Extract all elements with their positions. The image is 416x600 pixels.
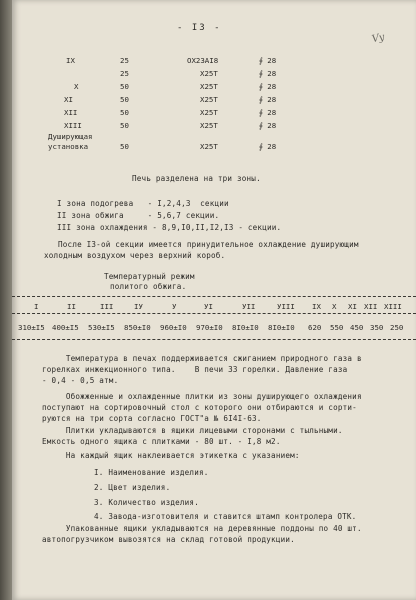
row-label-line1: Душирующая [48,132,93,141]
paragraph-line: руются на три сорта согласно ГОСТ"а № 6I4I-63. [42,414,262,423]
row-steel: X25T [200,108,218,117]
section-temp: 550 [330,323,344,332]
row-steel: X25T [200,95,218,104]
section-temp: 450 [350,323,364,332]
row-size: ∮ 28 [259,56,277,65]
section-temp: 8I0±I0 [232,323,259,332]
label-item: I. Наименование изделия. [94,468,209,477]
cooling-note-line: После I3-ой секции имеется принудительное охлаждение душирующим [58,240,359,249]
binding-edge [0,0,12,600]
section-header: XI [348,302,357,311]
label-item: 3. Количество изделия. [94,498,199,507]
temp-regime-title: политого обжига. [110,282,187,291]
section-temp: 530±I5 [88,323,115,332]
row-label: XI [64,95,73,104]
section-temp: 960±I0 [160,323,187,332]
row-num: 50 [120,142,129,151]
paragraph-line: Обожженные и охлажденные плитки из зоны душирующего охлаждения [42,392,362,401]
row-num: 50 [120,95,129,104]
section-temp: 620 [308,323,322,332]
section-header: I [34,302,39,311]
section-header: IX [312,302,321,311]
paragraph-line: горелках инжекционного типа. В печи 33 горелки. Давление газа [42,365,348,374]
section-temp: 8I0±I0 [268,323,295,332]
row-steel: OX23AI8 [187,56,219,65]
document-page [12,0,416,600]
row-steel: X25T [200,69,218,78]
zone-line: II зона обжига - 5,6,7 секции. [57,211,220,220]
paragraph-line: Емкость одного ящика с плитками - 80 шт. - I,8 м2. [42,437,281,446]
section-header: У [172,302,177,311]
row-size: ∮ 28 [259,142,277,151]
section-temp: 970±I0 [196,323,223,332]
row-num: 25 [120,56,129,65]
row-size: ∮ 28 [259,95,277,104]
row-num: 25 [120,69,129,78]
section-header: УI [204,302,213,311]
row-num: 50 [120,108,129,117]
temp-regime-title: Температурный режим [104,272,195,281]
row-steel: X25T [200,121,218,130]
section-temp: 400±I5 [52,323,79,332]
row-steel: X25T [200,82,218,91]
zones-heading: Печь разделена на три зоны. [132,174,261,183]
row-label: X [74,82,79,91]
label-item: 2. Цвет изделия. [94,483,171,492]
label-item: 4. Завода-изготовителя и ставится штамп контролера ОТК. [94,512,357,521]
row-label: XII [64,108,78,117]
section-header: III [100,302,114,311]
page-number: - I3 - [177,23,222,33]
section-temp: 350 [370,323,384,332]
row-num: 50 [120,82,129,91]
row-label-line2: установка [48,142,89,151]
paragraph-line: Упакованные ящики укладываются на деревянные поддоны по 40 шт. [42,524,362,533]
row-label: IX [66,56,75,65]
paragraph-line: На каждый ящик наклеивается этикетка с указанием: [42,451,300,460]
section-temp: 310±I5 [18,323,45,332]
paragraph-line: Плитки укладываются в ящики лицевыми сторонами с тыльными. [42,426,343,435]
row-size: ∮ 28 [259,121,277,130]
section-temp: 850±I0 [124,323,151,332]
section-header: XII [364,302,378,311]
table-divider [12,296,416,297]
section-header: X [332,302,337,311]
table-divider [12,313,416,314]
section-header: IУ [134,302,143,311]
row-size: ∮ 28 [259,82,277,91]
row-size: ∮ 28 [259,69,277,78]
row-steel: X25T [200,142,218,151]
row-label: XIII [64,121,82,130]
paragraph-line: поступают на сортировочный стол с которого они отбираются и сорти- [42,403,357,412]
zone-line: I зона подогрева - I,2,4,3 секции [57,199,229,208]
paragraph-line: Температура в печах поддерживается сжиганием природного газа в [42,354,362,363]
paragraph-line: - 0,4 - 0,5 атм. [42,376,119,385]
margin-handwritten-mark: Vy [370,31,386,46]
section-header: II [67,302,76,311]
table-divider [12,339,416,340]
zone-line: III зона охлаждения - 8,9,I0,II,I2,I3 - секции. [57,223,282,232]
cooling-note-line: холодным воздухом через верхний короб. [44,251,226,260]
section-header: УIII [277,302,295,311]
section-header: XIII [384,302,402,311]
row-num: 50 [120,121,129,130]
section-temp: 250 [390,323,404,332]
row-size: ∮ 28 [259,108,277,117]
paragraph-line: автопогрузчиком вывозятся на склад готовой продукции. [42,535,295,544]
section-header: УII [242,302,256,311]
